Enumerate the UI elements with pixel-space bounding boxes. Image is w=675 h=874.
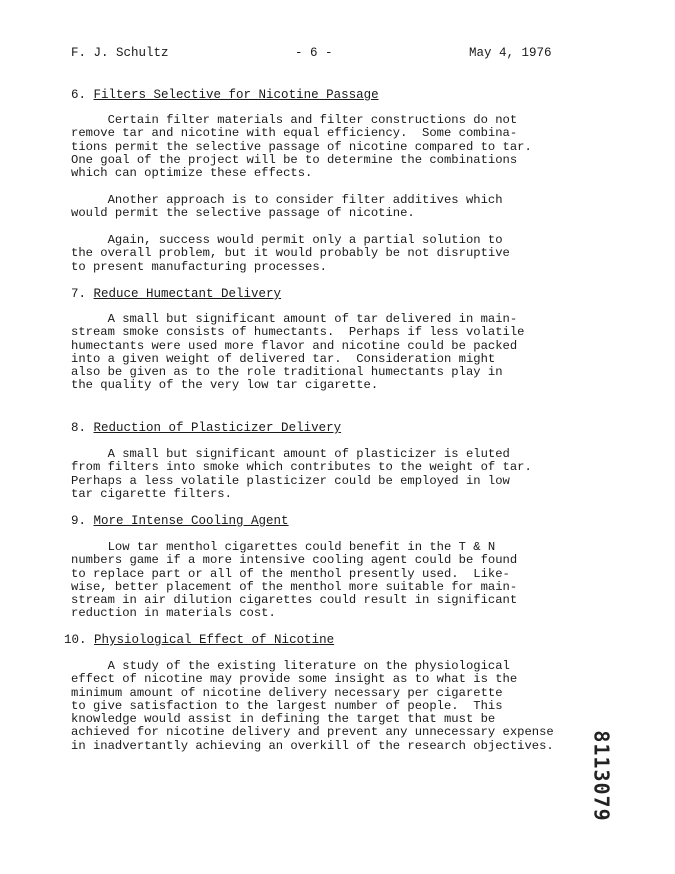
paragraph: Certain filter materials and filter constructions do not remove tar and nicotine with equal efficiency. Some combina- tions permit the selective passage of nicotine compared to tar. One goal of the project will be to determine the combinations which can optimize these effects. — [71, 113, 532, 181]
paragraph: A study of the existing literature on the physiological effect of nicotine may provide some insight as to what is the minimum amount of nicotine delivery necessary per cigarette to give satisfaction to the largest number of people. This knowledge would assist in defining the target that must be achieved for nicotine delivery and prevent any unnecessary expense in inadvertantly achieving an overkill of the research objectives. — [71, 659, 554, 753]
section-number: 6. — [71, 88, 87, 102]
paragraph: Another approach is to consider filter additives which would permit the selective passage of nicotine. — [71, 193, 503, 221]
section-number: 10. — [64, 633, 87, 647]
document-date: May 4, 1976 — [469, 46, 552, 60]
paragraph: A small but significant amount of plasticizer is eluted from filters into smoke which contributes to the weight of tar. Perhaps a less volatile plasticizer could be employed in low tar cigarette filters. — [71, 447, 532, 501]
section-6-paragraph-3 — [71, 234, 581, 274]
section-number: 8. — [71, 421, 87, 435]
section-heading — [71, 514, 581, 528]
paragraph: Low tar menthol cigarettes could benefit in the T & N numbers game if a more intensive cooling agent could be found to replace part or all of the menthol presently used. Like- wise, better placement of the menthol more suitable for main- stream in air dilution cigarettes could result in significant reduction in materials cost. — [71, 540, 518, 621]
section-7-paragraph-1 — [71, 313, 581, 393]
section-9 — [71, 514, 581, 528]
document-id-stamp — [585, 726, 619, 826]
section-6-paragraph-2 — [71, 194, 581, 221]
author-name: F. J. Schultz — [71, 46, 169, 60]
section-7 — [71, 287, 581, 301]
paragraph: Again, success would permit only a partial solution to the overall problem, but it would probably be not disruptive to present manufacturing processes. — [71, 233, 510, 274]
section-title: Reduce Humectant Delivery — [93, 287, 282, 301]
section-6 — [71, 88, 581, 102]
section-number: 7. — [71, 287, 87, 301]
section-8 — [71, 421, 581, 435]
section-heading — [64, 633, 574, 647]
document-id: 8113079 — [590, 730, 615, 822]
paragraph: A small but significant amount of tar delivered in main- stream smoke consists of humectants. Perhaps if less volatile humectants were used more flavor and nicotine could be packed into a given weight of delivered tar. Consideration might also be given as to the role traditional humectants play in the quality of the very low tar cigarette. — [71, 312, 525, 393]
section-10 — [64, 633, 574, 647]
section-9-paragraph-1 — [71, 541, 581, 621]
section-heading — [71, 421, 581, 435]
section-title: Filters Selective for Nicotine Passage — [93, 88, 379, 102]
section-title: Reduction of Plasticizer Delivery — [93, 421, 342, 435]
section-number: 9. — [71, 514, 87, 528]
section-title: Physiological Effect of Nicotine — [94, 633, 335, 647]
section-title: More Intense Cooling Agent — [93, 514, 289, 528]
section-heading — [71, 287, 581, 301]
section-6-paragraph-1 — [71, 114, 581, 180]
page-header — [71, 46, 571, 64]
section-10-paragraph-1 — [71, 660, 581, 753]
section-heading — [71, 88, 581, 102]
section-8-paragraph-1 — [71, 448, 581, 501]
page-number: - 6 - — [295, 46, 333, 60]
